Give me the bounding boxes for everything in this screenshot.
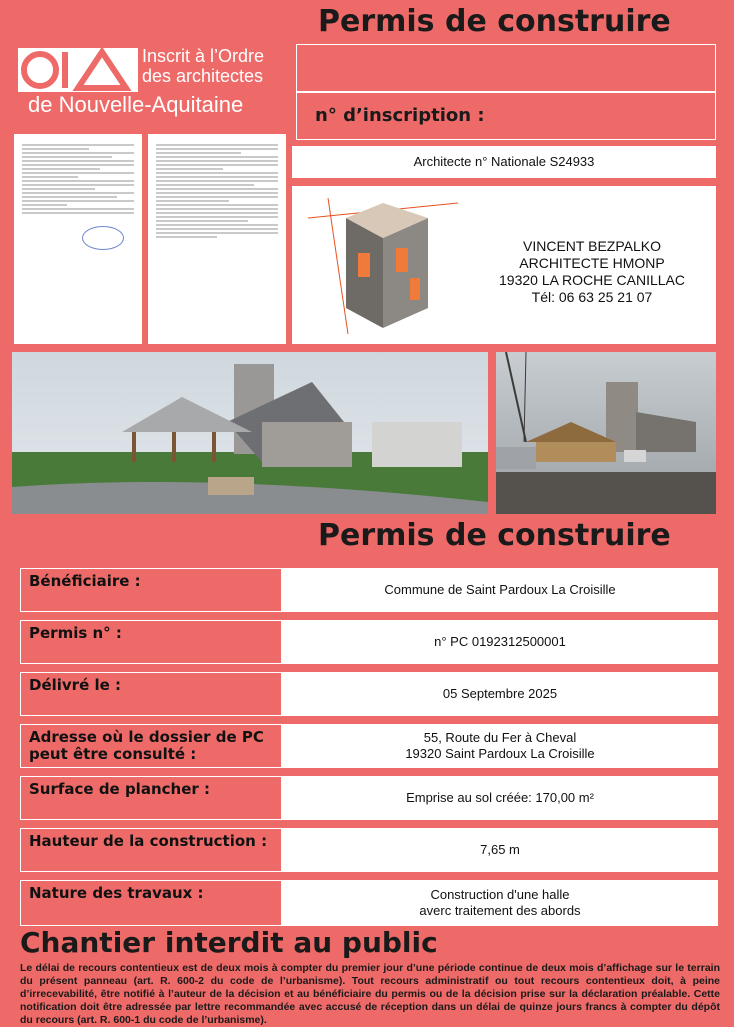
architect-building-logo-icon bbox=[308, 198, 458, 334]
site-photo-image bbox=[496, 352, 716, 514]
architect-card bbox=[292, 186, 716, 344]
info-row-label: Hauteur de la construction : bbox=[29, 832, 268, 850]
warning-title: Chantier interdit au public bbox=[20, 926, 438, 959]
logo-line2: des architectes bbox=[142, 66, 264, 86]
inscription-frame bbox=[296, 92, 716, 140]
page-title: Permis de construire bbox=[318, 4, 671, 39]
warning-text: Le délai de recours contentieux est de deux mois à compter du premier jour d’une période continue de deux mois d’affichage sur le terrain du présent panneau (art. R. 600-2 du code de l’urbanisme). Tout recours administratif ou tout recours contentieux doit, à peine d’irrecevabilité, être notifié à l’auteur de la décision et au bénéficiaire du permis ou de la décision prise sur la déclaration préalable. Cette notification doit être adressée par lettre recommandée avec accusé de réception dans un délai de quinze jours francs à compter du dépôt du recours (art. R. 600-1 du code de l’urbanisme). bbox=[20, 962, 720, 1026]
architect-name: VINCENT BEZPALKO bbox=[523, 238, 661, 254]
info-row-label-cell bbox=[20, 672, 282, 716]
info-row-label: Bénéficiaire : bbox=[29, 572, 141, 590]
architect-number bbox=[292, 146, 716, 178]
header-frame bbox=[296, 44, 716, 92]
info-row-value-line: Emprise au sol créée: 170,00 m² bbox=[406, 789, 594, 805]
architect-number-text: Architecte n° Nationale S24933 bbox=[413, 153, 595, 169]
info-row-label-cell bbox=[20, 620, 282, 664]
info-row-value-line: 19320 Saint Pardoux La Croisille bbox=[405, 746, 595, 761]
architect-title: ARCHITECTE HMONP bbox=[519, 255, 665, 271]
project-rendering-image bbox=[12, 352, 488, 514]
info-row-label: Délivré le : bbox=[29, 676, 122, 694]
info-row-value bbox=[282, 880, 718, 926]
info-row-label-cell bbox=[20, 828, 282, 872]
info-row-value-line: 05 Septembre 2025 bbox=[442, 685, 558, 701]
logo bbox=[10, 44, 290, 124]
info-row-value bbox=[282, 568, 718, 612]
inscription-label: n° d’inscription : bbox=[315, 105, 485, 126]
info-row-label-cell bbox=[20, 880, 282, 926]
info-row-value-line: 7,65 m bbox=[480, 841, 520, 857]
section-title: Permis de construire bbox=[318, 518, 671, 553]
architect-info bbox=[482, 238, 702, 306]
info-row-label: Adresse où le dossier de PC peut être consulté : bbox=[29, 728, 264, 763]
permit-document-page2 bbox=[148, 134, 286, 344]
info-row-value bbox=[282, 724, 718, 768]
info-row-label: Permis n° : bbox=[29, 624, 122, 642]
oa-logo-icon bbox=[18, 48, 138, 92]
info-row-value-line: Construction d'une halle bbox=[430, 886, 570, 902]
info-row-label-cell bbox=[20, 568, 282, 612]
info-row-value-line: 55, Route du Fer à Cheval bbox=[423, 729, 577, 745]
permit-document-page1 bbox=[14, 134, 142, 344]
info-row-value-line: n° PC 0192312500001 bbox=[434, 633, 566, 649]
info-row-value-line: Commune de Saint Pardoux La Croisille bbox=[384, 581, 616, 597]
info-row-label: Nature des travaux : bbox=[29, 884, 204, 902]
architect-phone: Tél: 06 63 25 21 07 bbox=[531, 289, 653, 305]
info-row-label-cell bbox=[20, 724, 282, 768]
info-row-value-line: averc traitement des abords bbox=[419, 903, 581, 918]
info-row-label-cell bbox=[20, 776, 282, 820]
info-row-value bbox=[282, 620, 718, 664]
logo-line1: Inscrit à l’Ordre bbox=[142, 46, 265, 66]
logo-region: de Nouvelle-Aquitaine bbox=[28, 92, 244, 117]
info-row-value bbox=[282, 776, 718, 820]
info-row-value bbox=[282, 828, 718, 872]
architect-city: 19320 LA ROCHE CANILLAC bbox=[499, 272, 685, 288]
info-row-value bbox=[282, 672, 718, 716]
info-row-label: Surface de plancher : bbox=[29, 780, 210, 798]
